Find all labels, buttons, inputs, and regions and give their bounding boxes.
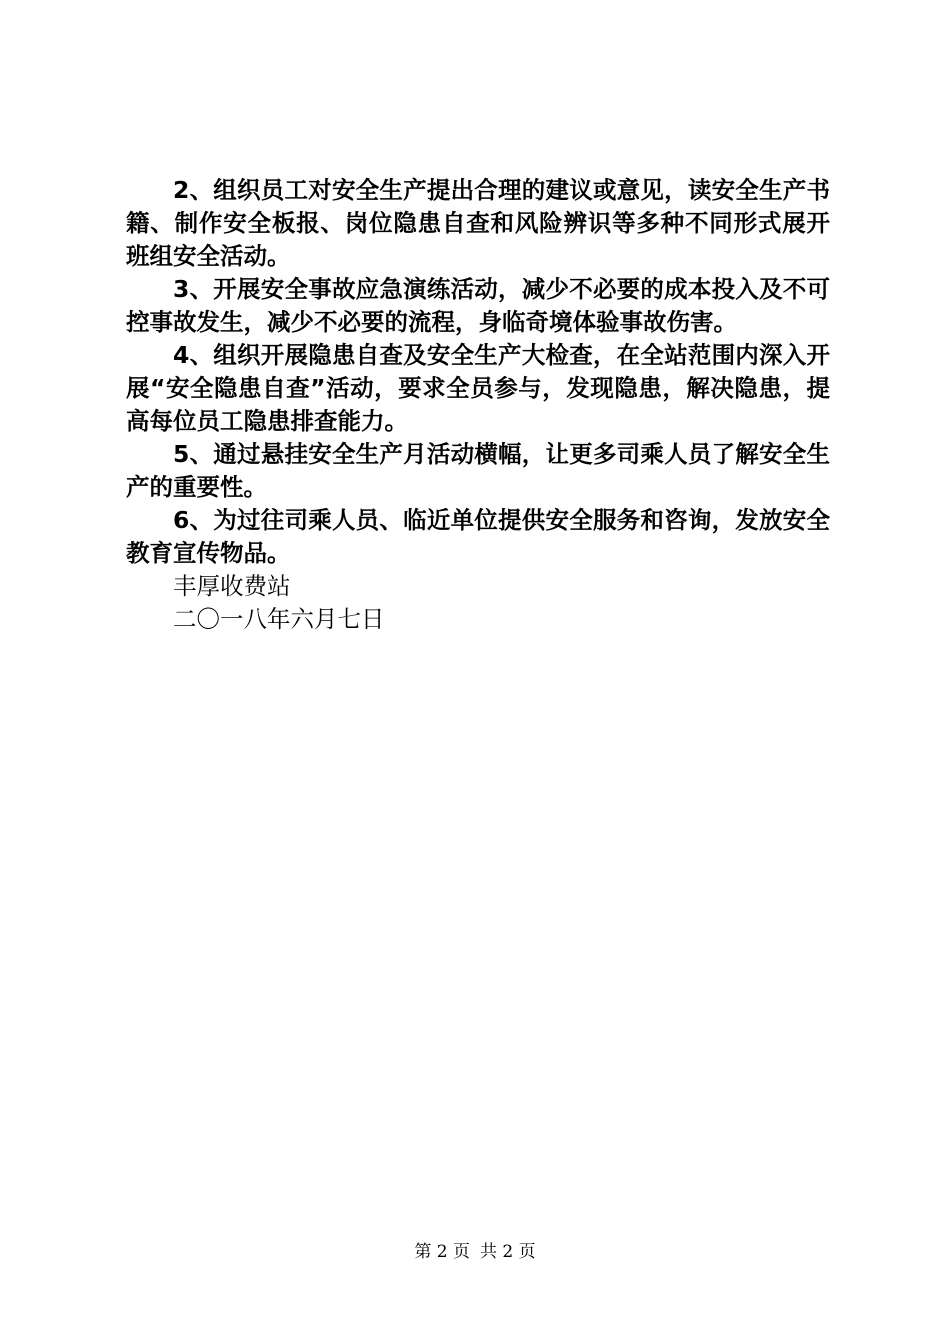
- signature-organization: 丰厚收费站: [173, 572, 291, 600]
- signature-date: 二〇一八年六月七日: [173, 605, 385, 633]
- paragraph-item-4: 4、组织开展隐患自查及安全生产大检查，在全站范围内深入开展“安全隐患自查”活动，要求全员参与，发现隐患，解决隐患，提高每位员工隐患排查能力。: [126, 341, 830, 435]
- paragraph-item-5: 5、通过悬挂安全生产月活动横幅，让更多司乘人员了解安全生产的重要性。: [126, 440, 830, 501]
- page-footer: [0, 1240, 950, 1264]
- page-number-current: 第 2 页: [414, 1242, 470, 1262]
- paragraph-item-6: 6、为过往司乘人员、临近单位提供安全服务和咨询，发放安全教育宣传物品。: [126, 506, 830, 567]
- page-number-total: 共 2 页: [480, 1242, 536, 1262]
- paragraph-item-2: 2、组织员工对安全生产提出合理的建议或意见，读安全生产书籍、制作安全板报、岗位隐患自查和风险辨识等多种不同形式展开班组安全活动。: [126, 176, 830, 270]
- document-body: [126, 174, 830, 636]
- paragraph-item-3: 3、开展安全事故应急演练活动，减少不必要的成本投入及不可控事故发生，减少不必要的流程，身临奇境体验事故伤害。: [126, 275, 830, 336]
